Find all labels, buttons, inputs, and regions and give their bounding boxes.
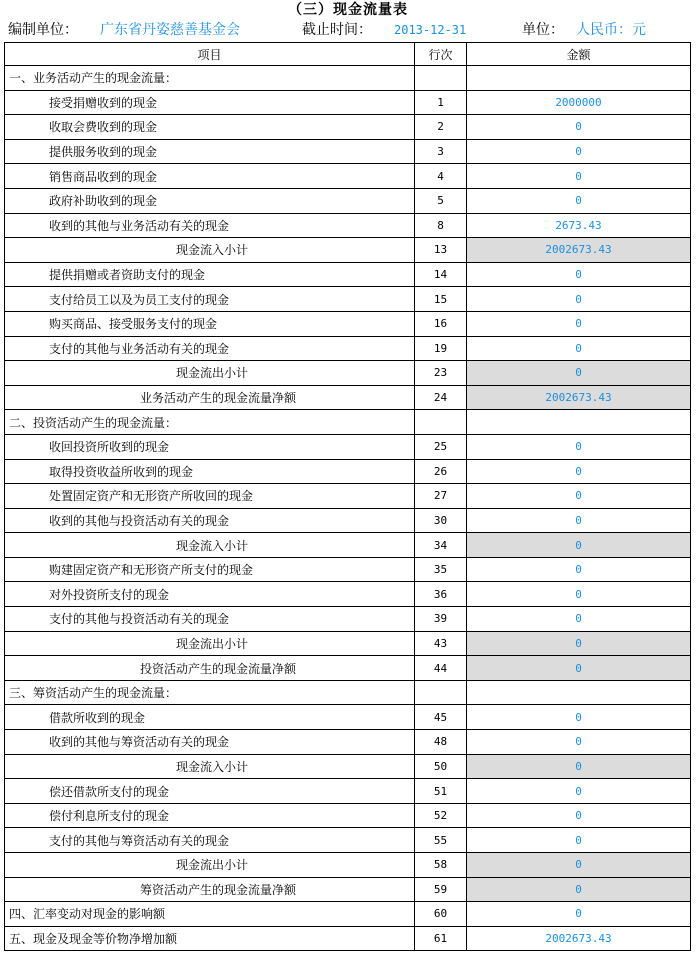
row-amount: 0 [467,262,691,287]
row-amount: 2000000 [467,90,691,115]
row-item-label: 接受捐赠收到的现金 [5,90,415,115]
row-amount: 0 [467,828,691,853]
row-item-label: 政府补助收到的现金 [5,188,415,213]
row-line-number: 36 [415,582,467,607]
table-row [5,484,691,509]
table-row [5,853,691,878]
row-item-label: 现金流入小计 [5,533,415,558]
row-line-number: 15 [415,287,467,312]
unit-value: 人民币：元 [576,22,646,38]
row-amount: 0 [467,803,691,828]
row-amount: 0 [467,557,691,582]
table-row [5,385,691,410]
row-line-number: 27 [415,484,467,509]
row-line-number: 26 [415,459,467,484]
row-line-number: 45 [415,705,467,730]
table-row [5,926,691,951]
table-row [5,877,691,902]
row-line-number: 51 [415,779,467,804]
row-item-label: 提供捐赠或者资助支付的现金 [5,262,415,287]
row-item-label: 现金流出小计 [5,631,415,656]
row-amount [467,410,691,435]
table-row [5,213,691,238]
row-line-number: 8 [415,213,467,238]
row-amount: 0 [467,754,691,779]
table-row [5,828,691,853]
row-line-number: 52 [415,803,467,828]
row-line-number: 13 [415,238,467,263]
table-row [5,336,691,361]
org-label: 编制单位： [8,22,78,38]
row-amount: 0 [467,139,691,164]
table-row [5,115,691,140]
table-row [5,311,691,336]
row-amount: 2002673.43 [467,238,691,263]
row-item-label: 提供服务收到的现金 [5,139,415,164]
row-item-label: 支付的其他与业务活动有关的现金 [5,336,415,361]
row-amount: 0 [467,188,691,213]
row-line-number: 50 [415,754,467,779]
row-amount: 0 [467,164,691,189]
row-line-number: 58 [415,853,467,878]
table-row [5,902,691,927]
row-item-label: 偿付利息所支付的现金 [5,803,415,828]
row-line-number [415,66,467,91]
table-row [5,656,691,681]
row-amount: 0 [467,705,691,730]
table-row [5,188,691,213]
table-row [5,680,691,705]
row-amount: 2002673.43 [467,385,691,410]
row-line-number: 2 [415,115,467,140]
table-row [5,631,691,656]
row-line-number: 19 [415,336,467,361]
row-line-number: 4 [415,164,467,189]
row-line-number [415,680,467,705]
row-line-number: 25 [415,434,467,459]
unit-label: 单位： [522,22,564,38]
row-line-number: 16 [415,311,467,336]
row-line-number: 34 [415,533,467,558]
table-row [5,730,691,755]
table-row [5,607,691,632]
row-amount: 0 [467,631,691,656]
row-item-label: 购买商品、接受服务支付的现金 [5,311,415,336]
row-amount: 0 [467,877,691,902]
table-row [5,533,691,558]
table-row [5,508,691,533]
row-item-label: 取得投资收益所收到的现金 [5,459,415,484]
row-item-label: 五、现金及现金等价物净增加额 [5,926,415,951]
row-item-label: 借款所收到的现金 [5,705,415,730]
row-amount [467,680,691,705]
row-item-label: 四、汇率变动对现金的影响额 [5,902,415,927]
date-label: 截止时间： [302,22,372,38]
row-item-label: 支付的其他与筹资活动有关的现金 [5,828,415,853]
row-amount: 0 [467,779,691,804]
row-amount: 0 [467,361,691,386]
table-row [5,754,691,779]
row-line-number: 60 [415,902,467,927]
table-row [5,361,691,386]
row-amount: 0 [467,582,691,607]
report-title: （三）现金流量表 [288,2,408,18]
row-item-label: 对外投资所支付的现金 [5,582,415,607]
row-item-label: 投资活动产生的现金流量净额 [5,656,415,681]
header-amount: 金额 [467,43,691,66]
row-item-label: 购建固定资产和无形资产所支付的现金 [5,557,415,582]
row-line-number: 3 [415,139,467,164]
table-row [5,90,691,115]
row-item-label: 收取会费收到的现金 [5,115,415,140]
row-line-number: 24 [415,385,467,410]
row-line-number: 23 [415,361,467,386]
org-value: 广东省丹姿慈善基金会 [100,22,240,38]
table-row [5,139,691,164]
row-item-label: 支付的其他与投资活动有关的现金 [5,607,415,632]
row-amount: 2673.43 [467,213,691,238]
row-item-label: 收到的其他与筹资活动有关的现金 [5,730,415,755]
report-meta [0,20,696,40]
row-amount: 0 [467,656,691,681]
row-item-label: 现金流入小计 [5,754,415,779]
row-item-label: 业务活动产生的现金流量净额 [5,385,415,410]
header-item: 项目 [5,43,415,66]
row-line-number: 44 [415,656,467,681]
row-amount: 0 [467,607,691,632]
row-amount: 0 [467,484,691,509]
row-amount: 2002673.43 [467,926,691,951]
row-item-label: 处置固定资产和无形资产所收回的现金 [5,484,415,509]
row-amount: 0 [467,533,691,558]
row-item-label: 收到的其他与投资活动有关的现金 [5,508,415,533]
table-row [5,238,691,263]
row-amount: 0 [467,508,691,533]
row-line-number: 59 [415,877,467,902]
date-value: 2013-12-31 [394,23,467,37]
row-amount: 0 [467,853,691,878]
row-item-label: 现金流出小计 [5,361,415,386]
row-item-label: 现金流出小计 [5,853,415,878]
table-row [5,582,691,607]
header-line: 行次 [415,43,467,66]
table-row [5,262,691,287]
table-row [5,705,691,730]
row-item-label: 销售商品收到的现金 [5,164,415,189]
table-row [5,410,691,435]
cash-flow-table [4,42,691,951]
table-row [5,434,691,459]
table-row [5,803,691,828]
row-amount [467,66,691,91]
row-amount: 0 [467,115,691,140]
row-amount: 0 [467,730,691,755]
table-body [5,66,691,951]
table-row [5,557,691,582]
table-row [5,164,691,189]
row-item-label: 收到的其他与业务活动有关的现金 [5,213,415,238]
row-line-number: 55 [415,828,467,853]
row-line-number: 1 [415,90,467,115]
row-amount: 0 [467,287,691,312]
row-line-number: 43 [415,631,467,656]
row-item-label: 筹资活动产生的现金流量净额 [5,877,415,902]
row-amount: 0 [467,311,691,336]
row-amount: 0 [467,434,691,459]
row-amount: 0 [467,902,691,927]
row-item-label: 三、筹资活动产生的现金流量： [5,680,415,705]
row-line-number: 48 [415,730,467,755]
row-line-number: 61 [415,926,467,951]
row-amount: 0 [467,459,691,484]
row-item-label: 偿还借款所支付的现金 [5,779,415,804]
table-row [5,779,691,804]
row-line-number: 39 [415,607,467,632]
row-item-label: 支付给员工以及为员工支付的现金 [5,287,415,312]
table-header-row [5,43,691,66]
row-item-label: 二、投资活动产生的现金流量： [5,410,415,435]
row-item-label: 收回投资所收到的现金 [5,434,415,459]
table-row [5,66,691,91]
row-line-number: 30 [415,508,467,533]
row-line-number: 35 [415,557,467,582]
row-line-number [415,410,467,435]
row-item-label: 一、业务活动产生的现金流量： [5,66,415,91]
table-row [5,459,691,484]
row-amount: 0 [467,336,691,361]
row-line-number: 5 [415,188,467,213]
row-item-label: 现金流入小计 [5,238,415,263]
row-line-number: 14 [415,262,467,287]
table-row [5,287,691,312]
